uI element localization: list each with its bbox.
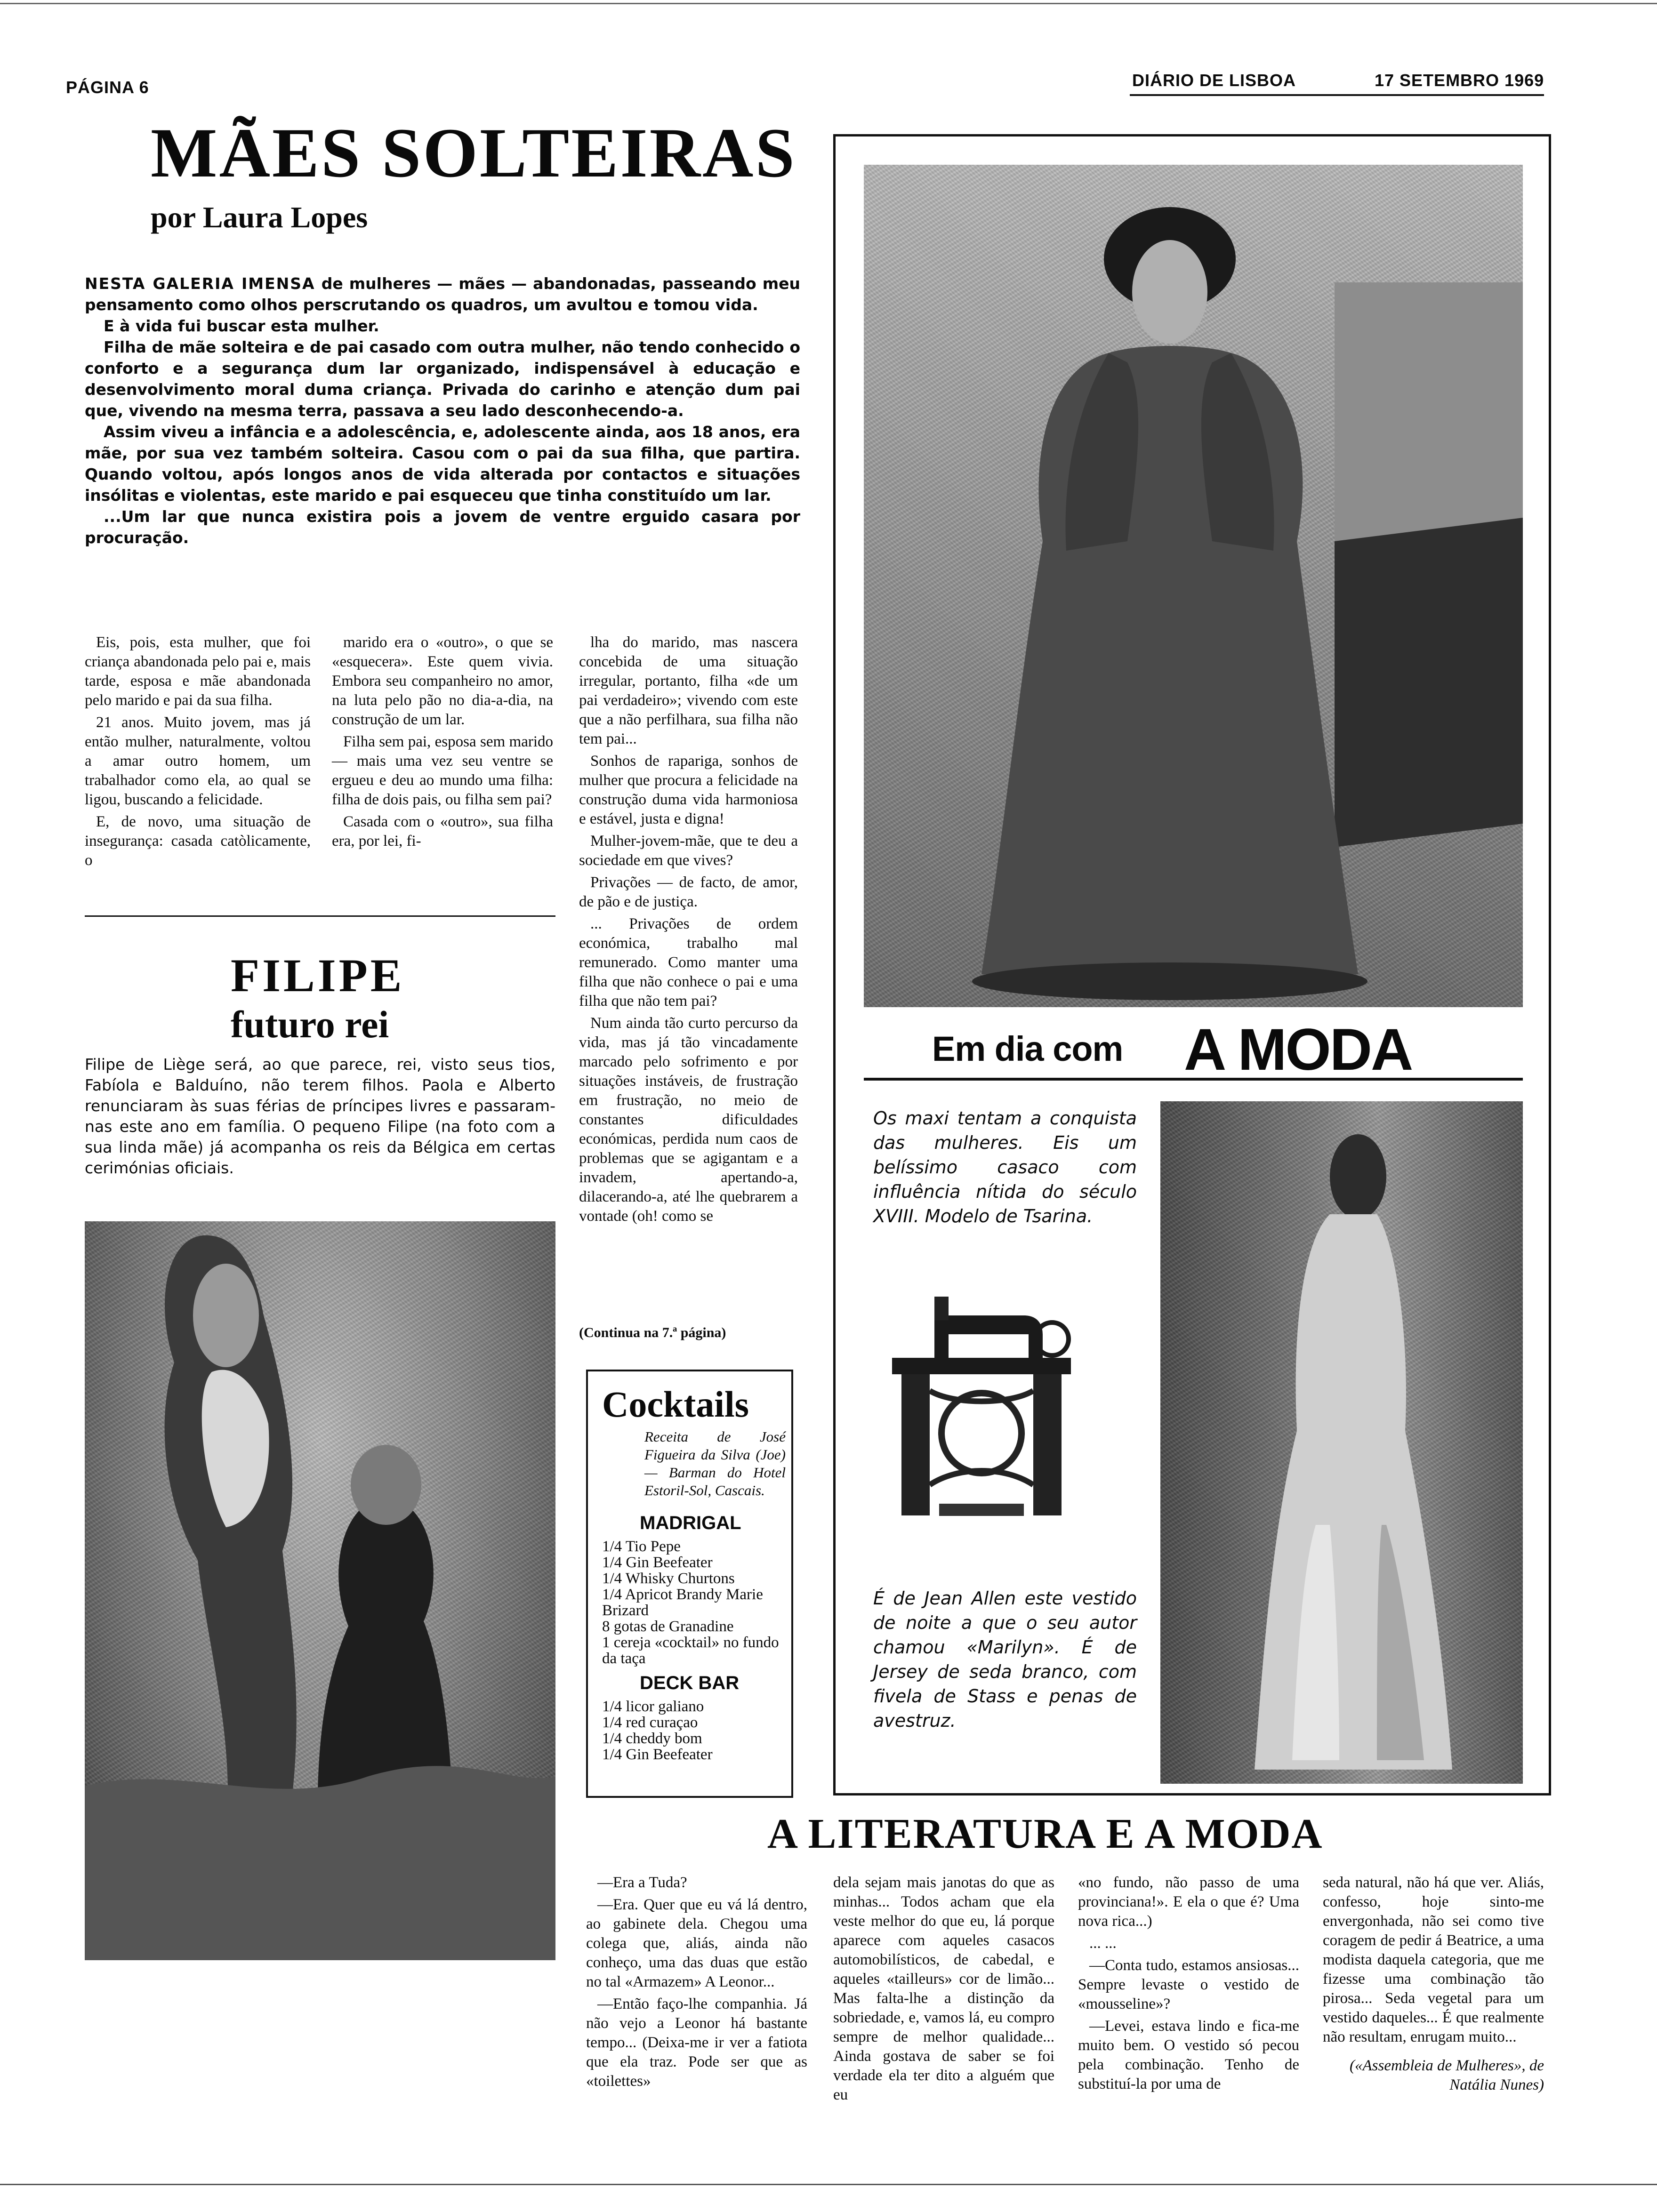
article-byline: por Laura Lopes	[151, 200, 368, 234]
cocktails-title: Cocktails	[602, 1384, 749, 1425]
section-divider	[85, 915, 555, 917]
literatura-column-1	[586, 1873, 807, 2094]
paragraph: «no fundo, não passo de uma provinciana!». E ela o que é? Uma nova rica...)	[1078, 1874, 1299, 1930]
article-title: MÃES SOLTEIRAS	[151, 114, 796, 192]
literatura-column-2	[833, 1873, 1054, 2108]
paragraph: Sonhos de rapariga, sonhos de mulher que procura a felicidade na construção duma vida harmoniosa e estável, justa e digna!	[579, 753, 798, 827]
top-edge-rule	[0, 3, 1657, 4]
deck-bar-list	[602, 1699, 786, 1763]
moda-box	[833, 134, 1551, 1795]
filipe-photo	[85, 1221, 555, 1960]
paragraph: lha do marido, mas nascera concebida de uma situação irregular, portanto, filha «de um pai verdadeiro»; vivendo com este que a não perfilhara, sua filha não tem pai...	[579, 634, 798, 747]
article-intro	[85, 273, 800, 548]
paragraph: —Era. Quer que eu vá lá dentro, ao gabinete dela. Chegou uma colega que, aliás, ainda não conheço, uma das duas que estão no tal «Armazem» A Leonor...	[586, 1896, 807, 1990]
paragraph: Filha sem pai, esposa sem marido — mais uma vez seu ventre se ergueu e deu ao mundo uma filha: filha de dois pais, ou filha sem pai?	[332, 733, 553, 808]
moda-banner-big: A MODA	[1184, 1017, 1412, 1082]
paragraph: ... ...	[1089, 1935, 1117, 1952]
intro-paragraph: de mulheres — mães — abandonadas, passeando meu pensamento como olhos perscrutando os quadros, um avultou e tomou vida.	[85, 274, 800, 314]
paragraph: ... Privações de ordem económica, trabalho mal remunerado. Como manter uma filha que não conhece o pai e uma filha que não tem pai?	[579, 915, 798, 1010]
intro-paragraph: Assim viveu a infância e a adolescência, e, adolescente ainda, aos 18 anos, era mãe, por sua vez também solteira. Casou com o pai da sua filha, que partira. Quando voltou, após longos anos de vida alterada por contactos e situações insólitas e violentas, este marido e pai esqueceu que tinha constituído um lar.	[85, 423, 800, 505]
paragraph: seda natural, não há que ver. Aliás, confesso, hoje sinto-me envergonhada, não sei como tive coragem de pedir á Beatrice, a uma modista daquela categoria, que me fizesse uma combinação tão pirosa... Seda vegetal para um vestido daqueles... É que realmente não resultam, enrugam muito...	[1323, 1874, 1544, 2045]
source-note: («Assembleia de Mulheres», de Natália Nunes)	[1350, 2057, 1544, 2093]
article-column-1	[85, 633, 311, 873]
sewing-machine-illustration	[883, 1287, 1080, 1532]
fashion-photo-coat	[864, 165, 1523, 1007]
paragraph: Num ainda tão curto percurso da vida, mas já tão vincadamente marcado pelo sofrimento e por situações instáveis, de frustração em frustração, no meio de constantes dificuldades económicas, perdida num caos de problemas que se agigantam e a invadem, apertando-a, dilacerando-a, até lhe quebrarem a vontade (oh! como se	[579, 1015, 798, 1225]
issue-date: 17 SETEMBRO 1969	[1375, 71, 1544, 90]
recipe-line: 1/4 licor galiano	[602, 1698, 704, 1715]
recipe-line: 1/4 Gin Beefeater	[602, 1554, 713, 1571]
paragraph: 21 anos. Muito jovem, mas já então mulher, naturalmente, voltou a amar outro homem, um trabalhador como ela, ao qual se ligou, buscando a felicidade.	[85, 714, 311, 808]
paragraph: —Era a Tuda?	[597, 1874, 687, 1891]
filipe-subtitle: futuro rei	[231, 1003, 389, 1046]
bottom-edge-rule	[0, 2184, 1657, 2185]
literatura-title: A LITERATURA E A MODA	[767, 1811, 1323, 1857]
recipe-line: 1/4 cheddy bom	[602, 1730, 702, 1747]
paragraph: Privações — de facto, de amor, de pão e de justiça.	[579, 874, 798, 910]
fashion-photo-dress	[1160, 1101, 1523, 1784]
madrigal-list	[602, 1539, 786, 1667]
paragraph: marido era o «outro», o que se «esquecera». Este quem vivia. Embora seu companheiro no amor, na luta pelo pão no dia-a-dia, na construção de um lar.	[332, 634, 553, 728]
paragraph: Casada com o «outro», sua filha era, por lei, fi-	[332, 813, 553, 850]
moda-banner	[864, 1017, 1523, 1082]
continued-note: (Continua na 7.ª página)	[579, 1325, 726, 1340]
cocktails-box	[586, 1370, 793, 1798]
paragraph: E, de novo, uma situação de insegurança: casada catòlicamente, o	[85, 813, 311, 869]
cocktails-byline: Receita de José Figueira da Silva (Joe) — Barman do Hotel Estoril-Sol, Cascais.	[644, 1428, 786, 1499]
paragraph: Mulher-jovem-mãe, que te deu a sociedade em que vives?	[579, 833, 798, 869]
recipe-line: 8 gotas de Granadine	[602, 1618, 734, 1635]
paragraph: dela sejam mais janotas do que as minhas... Todos acham que ela veste melhor do que eu, lá porque aparece com aqueles casacos automobilísticos, de cabedal, e aqueles «tailleurs» cor de limão... Mas falta-lhe a distinção da sobriedade, e, vamos lá, eu compro sempre de melhor qualidade... Ainda gostava de saber se foi verdade ela ter dito a alguém que eu	[833, 1874, 1054, 2103]
newspaper-name: DIÁRIO DE LISBOA	[1132, 71, 1296, 90]
page-number: PÁGINA 6	[66, 78, 149, 97]
moda-caption-dress: É de Jean Allen este vestido de noite a que o seu autor chamou «Marilyn». É de Jersey de seda branco, com fivela de Stass e penas de avestruz.	[873, 1588, 1137, 1731]
recipe-line: 1/4 Whisky Churtons	[602, 1570, 735, 1587]
paragraph: —Então faço-lhe companhia. Já não vejo a Leonor há bastante tempo... (Deixa-me ir ver a fatiota que ela traz. Pode ser que as «toilettes»	[586, 1996, 807, 2090]
intro-lead: NESTA GALERIA IMENSA	[85, 274, 315, 293]
literatura-column-4	[1323, 1873, 1544, 2098]
recipe-line: 1/4 Gin Beefeater	[602, 1746, 713, 1763]
intro-paragraph: E à vida fui buscar esta mulher.	[104, 317, 379, 335]
paragraph: Eis, pois, esta mulher, que foi criança abandonada pelo pai e, mais tarde, esposa e mãe abandonada pelo marido e pai da sua filha.	[85, 634, 311, 709]
paragraph: —Conta tudo, estamos ansiosas... Sempre levaste o vestido de «mousseline»?	[1078, 1957, 1299, 2012]
recipe-line: 1/4 Apricot Brandy Marie Brizard	[602, 1586, 763, 1619]
filipe-title: FILIPE	[231, 949, 405, 1002]
photo-figures	[85, 1221, 555, 1960]
paragraph: —Levei, estava lindo e fica-me muito bem. O vestido só pecou pela combinação. Tenho de substituí-la por uma de	[1078, 2018, 1299, 2092]
intro-paragraph: Filha de mãe solteira e de pai casado com outra mulher, não tendo conhecido o conforto e a segurança dum lar organizado, indispensável à educação e desenvolvimento moral duma criança. Privada do carinho e atenção dum pai que, vivendo na mesma terra, passava a seu lado desconhecendo-a.	[85, 338, 800, 420]
moda-caption-coat: Os maxi tentam a conquista das mulheres. Eis um belíssimo casaco com influência nítida do século XVIII. Modelo de Tsarina.	[873, 1108, 1137, 1226]
article-column-2	[332, 633, 553, 854]
madrigal-title: MADRIGAL	[640, 1513, 741, 1533]
recipe-line: 1/4 red curaçao	[602, 1714, 698, 1731]
filipe-text: Filipe de Liège será, ao que parece, rei, visto seus tios, Fabíola e Balduíno, não terem filhos. Paola e Alberto renunciaram às suas férias de príncipes livres e passaram-nas este ano em família. O pequeno Filipe (na foto com a sua linda mãe) já acompanha os reis da Bélgica em certas cerimónias oficiais.	[85, 1055, 555, 1177]
article-column-3	[579, 633, 798, 1229]
literatura-column-3	[1078, 1873, 1299, 2097]
moda-banner-small: Em dia com	[932, 1029, 1123, 1068]
recipe-line: 1/4 Tio Pepe	[602, 1538, 681, 1555]
dress-figure	[1160, 1101, 1523, 1784]
intro-paragraph: ...Um lar que nunca existira pois a jovem de ventre erguido casara por procuração.	[85, 507, 800, 547]
deck-bar-title: DECK BAR	[640, 1673, 740, 1693]
recipe-line: 1 cereja «cocktail» no fundo da taça	[602, 1634, 779, 1667]
header-rule	[1130, 94, 1544, 96]
coat-figure	[864, 165, 1523, 1007]
